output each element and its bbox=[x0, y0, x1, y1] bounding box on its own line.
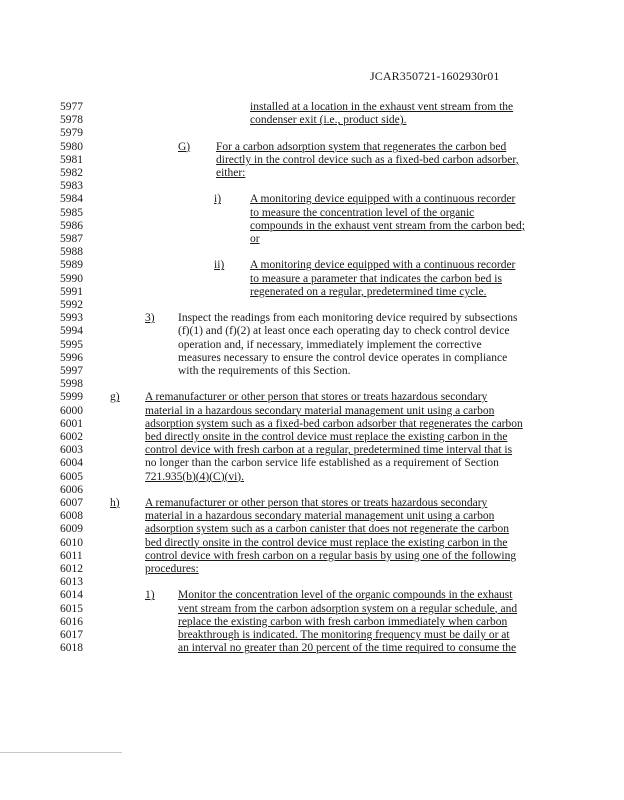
body-text-line: installed at a location in the exhaust vent stream from the bbox=[250, 101, 514, 113]
subsection-label: i) bbox=[214, 193, 222, 206]
line-number: 5985 bbox=[60, 206, 83, 219]
line-number: 5977 bbox=[60, 101, 83, 113]
body-text-line: bed directly onsite in the control device must replace the existing carbon in the bbox=[145, 431, 508, 443]
line-number: 5993 bbox=[60, 312, 83, 325]
footer-divider bbox=[0, 752, 122, 753]
line-number: 6010 bbox=[60, 536, 83, 549]
body-text-line: directly in the control device such as a fixed-bed carbon adsorber, bbox=[216, 153, 519, 166]
line-number: 5984 bbox=[60, 193, 83, 206]
body-text-line: compounds in the exhaust vent stream from the carbon bed; bbox=[250, 219, 525, 232]
body-text-line: regenerated on a regular, predetermined time cycle. bbox=[250, 285, 487, 298]
line-number: 5996 bbox=[60, 351, 83, 364]
body-text-line: A remanufacturer or other person that stores or treats hazardous secondary bbox=[145, 497, 488, 509]
line-number: 5995 bbox=[60, 338, 83, 351]
line-number: 6008 bbox=[60, 510, 83, 523]
line-number: 5988 bbox=[60, 246, 83, 259]
body-text-line: control device with fresh carbon on a regular basis by using one of the following bbox=[145, 549, 517, 562]
body-text-line: material in a hazardous secondary material management unit using a carbon bbox=[145, 510, 495, 523]
line-number: 6009 bbox=[60, 523, 83, 536]
subsection-label: g) bbox=[110, 391, 120, 404]
subsection-label: 3) bbox=[145, 312, 155, 325]
line-number: 5979 bbox=[60, 127, 83, 140]
line-number: 6012 bbox=[60, 563, 83, 575]
subsection-label: G) bbox=[178, 140, 191, 153]
body-text-line: or bbox=[250, 233, 260, 245]
line-number: 6014 bbox=[60, 589, 83, 602]
line-number: 6013 bbox=[60, 576, 83, 589]
body-text-line: either: bbox=[216, 167, 246, 179]
line-number: 5991 bbox=[60, 285, 83, 298]
body-text-line: to measure the concentration level of the organic bbox=[250, 206, 475, 219]
body-text-line: adsorption system such as a fixed-bed carbon adsorber that regenerates the carbon bbox=[145, 417, 523, 430]
body-text-line: A monitoring device equipped with a continuous recorder bbox=[250, 193, 516, 206]
subsection-label: h) bbox=[110, 497, 120, 509]
body-text-line: For a carbon adsorption system that regenerates the carbon bed bbox=[216, 140, 507, 153]
line-number: 5997 bbox=[60, 365, 83, 377]
body-text-line: material in a hazardous secondary material management unit using a carbon bbox=[145, 404, 495, 417]
line-number: 6007 bbox=[60, 497, 83, 509]
line-number: 5998 bbox=[60, 378, 83, 391]
line-number: 6005 bbox=[60, 470, 83, 483]
line-number: 6002 bbox=[60, 431, 83, 443]
line-number: 5987 bbox=[60, 233, 83, 245]
document-header-id: JCAR350721-1602930r01 bbox=[370, 69, 500, 83]
line-number: 6018 bbox=[60, 642, 83, 655]
body-text-line: A monitoring device equipped with a continuous recorder bbox=[250, 259, 516, 272]
line-number: 6001 bbox=[60, 417, 83, 430]
body-text-line: Inspect the readings from each monitoring device required by subsections bbox=[178, 312, 518, 325]
body-text-line: 721.935(b)(4)(C)(vi). bbox=[145, 470, 245, 483]
line-number: 5980 bbox=[60, 140, 83, 153]
line-number: 6000 bbox=[60, 404, 83, 417]
line-number: 6003 bbox=[60, 444, 83, 457]
body-text-line: to measure a parameter that indicates the carbon bed is bbox=[250, 272, 502, 285]
line-number: 5978 bbox=[60, 114, 83, 127]
body-text-line: no longer than the carbon service life established as a requirement of Section bbox=[145, 457, 499, 470]
line-number: 6017 bbox=[60, 629, 83, 641]
body-text-line: operation and, if necessary, immediately implement the corrective bbox=[178, 338, 482, 351]
body-text-line: with the requirements of this Section. bbox=[178, 365, 351, 377]
line-number: 5990 bbox=[60, 272, 83, 285]
line-number: 5999 bbox=[60, 391, 83, 404]
body-text-line: procedures: bbox=[145, 563, 199, 575]
body-text-line: adsorption system such as a carbon canister that does not regenerate the carbon bbox=[145, 523, 510, 536]
line-number: 6016 bbox=[60, 615, 83, 628]
body-text-line: (f)(1) and (f)(2) at least once each operating day to check control device bbox=[178, 325, 510, 338]
body-text-line: breakthrough is indicated. The monitoring frequency must be daily or at bbox=[178, 629, 510, 641]
line-number: 6011 bbox=[60, 549, 83, 562]
line-number: 6006 bbox=[60, 483, 83, 496]
line-number: 5982 bbox=[60, 167, 83, 179]
body-text-line: control device with fresh carbon at a regular, predetermined time interval that is bbox=[145, 444, 513, 457]
subsection-label: ii) bbox=[214, 259, 225, 272]
line-number: 5994 bbox=[60, 325, 83, 338]
body-text-line: A remanufacturer or other person that stores or treats hazardous secondary bbox=[145, 391, 488, 404]
body-text-line: Monitor the concentration level of the organic compounds in the exhaust bbox=[178, 589, 513, 602]
body-text-line: measures necessary to ensure the control device operates in compliance bbox=[178, 351, 508, 364]
line-number: 5986 bbox=[60, 219, 83, 232]
body-text-line: bed directly onsite in the control device must replace the existing carbon in the bbox=[145, 536, 508, 549]
body-text-line: vent stream from the carbon adsorption system on a regular schedule, and bbox=[178, 602, 518, 615]
line-number: 5989 bbox=[60, 259, 83, 272]
body-text-line: an interval no greater than 20 percent of the time required to consume the bbox=[178, 642, 517, 655]
line-number: 6004 bbox=[60, 457, 83, 470]
line-number: 5992 bbox=[60, 299, 83, 311]
body-text-line: replace the existing carbon with fresh carbon immediately when carbon bbox=[178, 615, 508, 628]
line-number: 5981 bbox=[60, 153, 83, 166]
line-number: 5983 bbox=[60, 180, 83, 193]
body-text-line: condenser exit (i.e., product side). bbox=[250, 114, 407, 127]
subsection-label: 1) bbox=[145, 589, 155, 602]
line-number: 6015 bbox=[60, 602, 83, 615]
